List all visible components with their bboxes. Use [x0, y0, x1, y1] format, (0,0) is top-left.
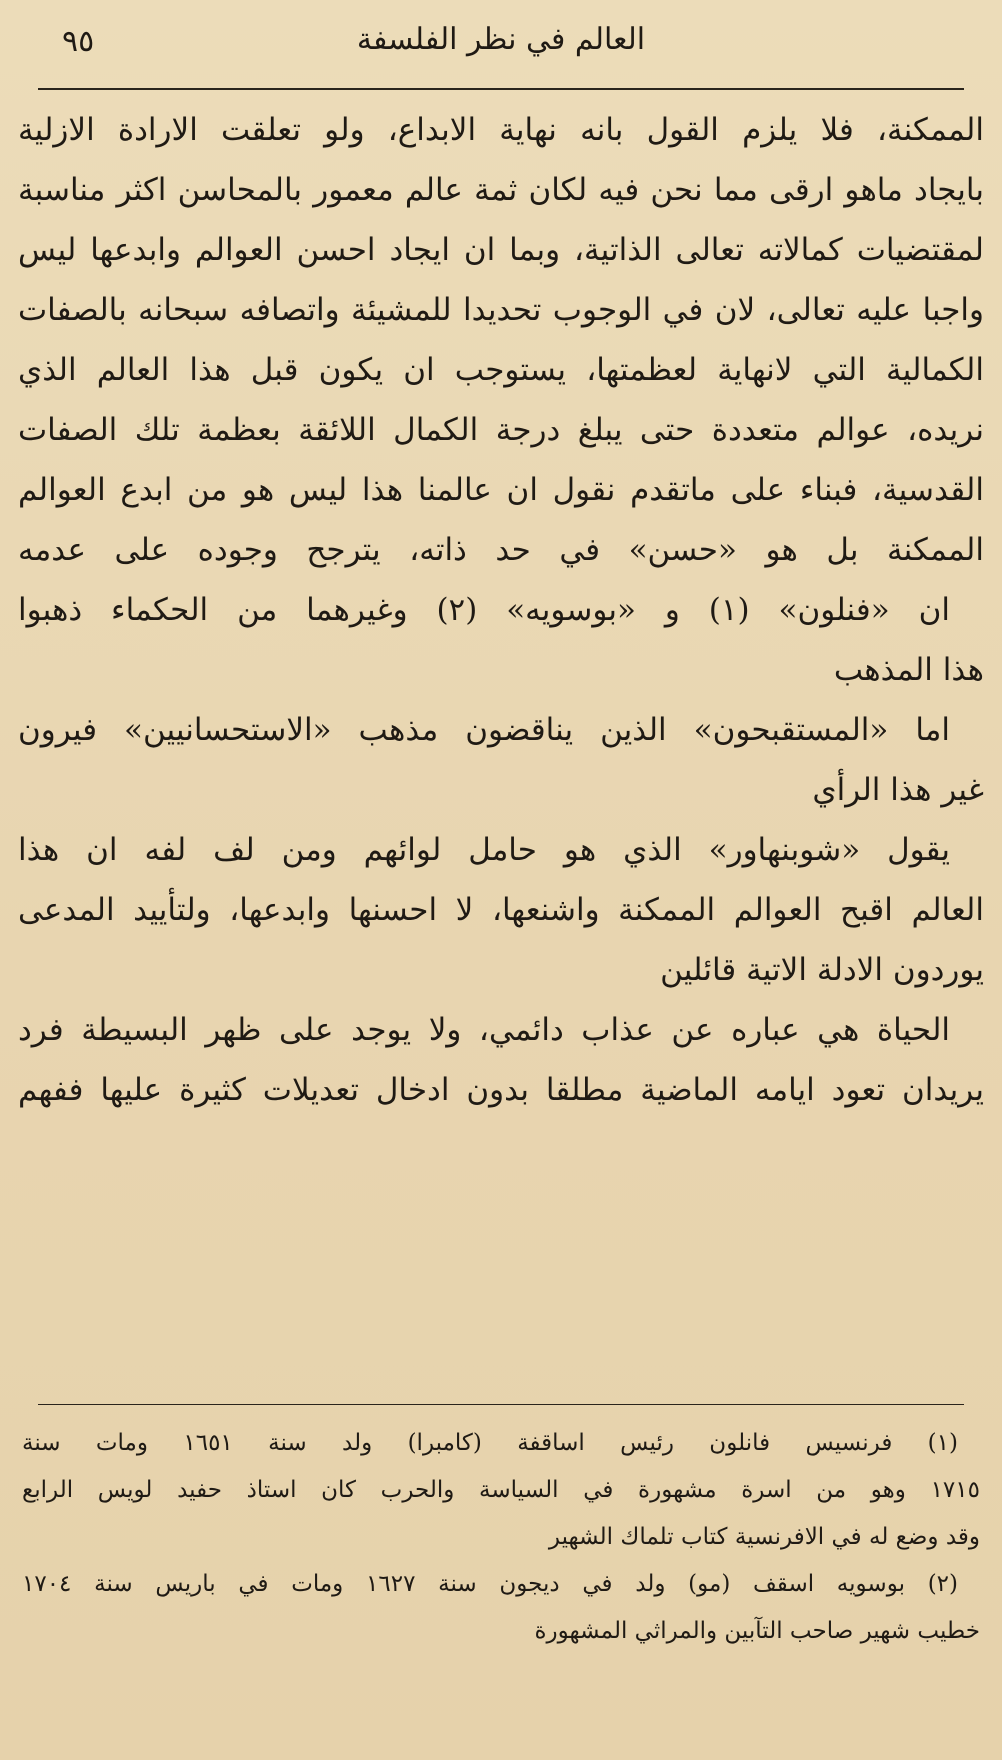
footnote-line: (١) فرنسيس فانلون رئيس اساقفة (كامبرا) ولد سنة ١٦٥١ ومات سنة	[22, 1430, 958, 1456]
text-line: الحياة هي عباره عن عذاب دائمي، ولا يوجد على ظهر البسيطة فرد	[18, 1012, 950, 1048]
text-line: غير هذا الرأي	[812, 772, 984, 808]
text-line: يوردون الادلة الاتية قائلين	[660, 952, 984, 988]
footnotes	[22, 1420, 980, 1655]
text-line: القدسية، فبناء على ماتقدم نقول ان عالمنا هذا ليس هو من ابدع العوالم	[18, 472, 984, 508]
footnote-line: ١٧١٥ وهو من اسرة مشهورة في السياسة والحرب كان استاذ حفيد لويس الرابع	[22, 1477, 980, 1503]
text-line: بايجاد ماهو ارقى مما نحن فيه لكان ثمة عالم معمور بالمحاسن اكثر مناسبة	[18, 172, 984, 208]
footnote-line: (٢) بوسويه اسقف (مو) ولد في ديجون سنة ١٦٢٧ ومات في باريس سنة ١٧٠٤	[22, 1571, 959, 1597]
page-header	[40, 18, 962, 70]
page-number: ٩٥	[62, 24, 95, 59]
text-line: العالم اقبح العوالم الممكنة واشنعها، لا احسنها وابدعها، ولتأييد المدعى	[18, 892, 984, 928]
text-line: هذا المذهب	[833, 652, 984, 688]
footnote-rule	[38, 1404, 964, 1405]
header-rule	[38, 88, 964, 90]
running-title: العالم في نظر الفلسفة	[356, 22, 646, 57]
text-line: نريده، عوالم متعددة حتى يبلغ درجة الكمال اللائقة بعظمة تلك الصفات	[18, 412, 984, 448]
text-line: الممكنة، فلا يلزم القول بانه نهاية الابداع، ولو تعلقت الارادة الازلية	[18, 112, 984, 148]
text-line: ان «فنلون» (١) و «بوسويه» (٢) وغيرهما من الحكماء ذهبوا	[18, 592, 950, 628]
text-line: اما «المستقبحون» الذين يناقضون مذهب «الاستحسانيين» فيرون	[18, 712, 950, 748]
text-line: الممكنة بل هو «حسن» في حد ذاته، يترجح وجوده على عدمه	[18, 532, 984, 568]
footnote-line: خطيب شهير صاحب التآبين والمراثي المشهورة	[534, 1618, 980, 1644]
text-line: الكمالية التي لانهاية لعظمتها، يستوجب ان يكون قبل هذا العالم الذي	[18, 352, 984, 388]
text-line: يريدان تعود ايامه الماضية مطلقا بدون ادخال تعديلات كثيرة عليها ففهم	[18, 1072, 984, 1108]
text-line: يقول «شوبنهاور» الذي هو حامل لوائهم ومن لف لفه ان هذا	[18, 832, 950, 868]
text-line: لمقتضيات كمالاته تعالى الذاتية، وبما ان ايجاد احسن العوالم وابدعها ليس	[18, 232, 984, 268]
footnote-line: وقد وضع له في الافرنسية كتاب تلماك الشهير	[548, 1524, 980, 1550]
main-text	[18, 100, 984, 1120]
text-line: واجبا عليه تعالى، لان في الوجوب تحديدا للمشيئة واتصافه سبحانه بالصفات	[18, 292, 984, 328]
